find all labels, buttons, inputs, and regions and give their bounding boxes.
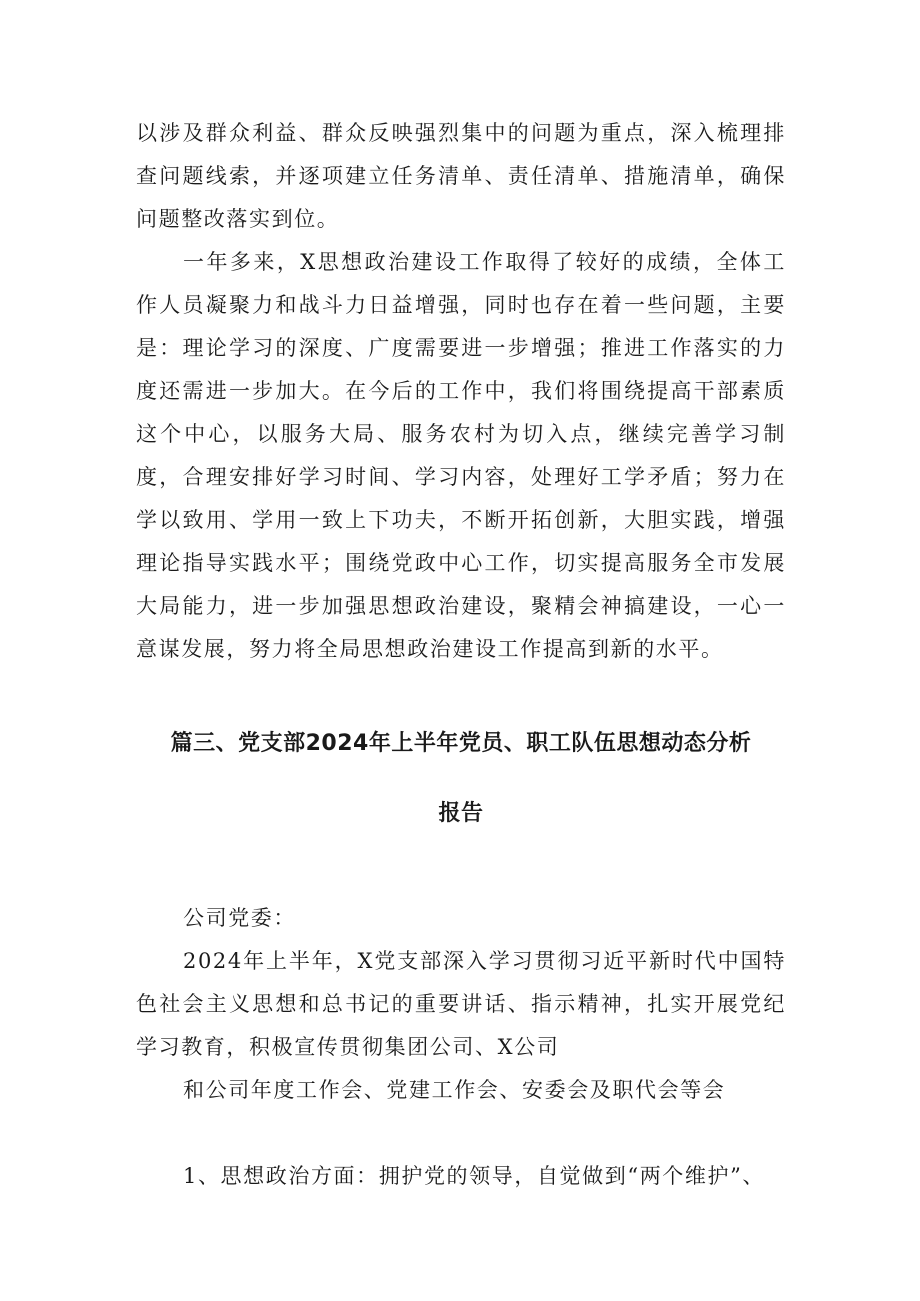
salutation: 公司党委： (183, 906, 296, 930)
paragraph-summary: 一年多来，X思想政治建设工作取得了较好的成绩，全体工作人员凝聚力和战斗力日益增强，同时也存在着一些问题，主要是：理论学习的深度、广度需要进一步增强；推进工作落实的力度还需进一步加大。在今后的工作中，我们将围绕提高干部素质这个中心，以服务大局、服务农村为切入点，继续完善学习制度，合理安排好学习时间、学习内容，处理好工学矛盾；努力在学以致用、学用一致上下功夫，不断开拓创新，大胆实践，增强理论指导实践水平；围绕党政中心工作，切实提高服务全市发展大局能力，进一步加强思想政治建设，聚精会神搞建设，一心一意谋发展，努力将全局思想政治建设工作提高到新的水平。 (136, 250, 786, 661)
document-body (136, 112, 786, 1198)
section-title (136, 709, 786, 849)
paragraph-report-intro: 2024年上半年，X党支部深入学习贯彻习近平新时代中国特色社会主义思想和总书记的重要讲话、指示精神，扎实开展党纪学习教育，积极宣传贯彻集团公司、X公司 (136, 949, 786, 1059)
paragraph-meetings: 和公司年度工作会、党建工作会、安委会及职代会等会 (183, 1078, 726, 1102)
list-item-ideology: 1、思想政治方面：拥护党的领导，自觉做到“两个维护”、 (183, 1164, 766, 1188)
section-title-line2: 报告 (438, 801, 484, 826)
spacer (136, 1112, 786, 1155)
spacer (136, 849, 786, 897)
section-title-line1: 篇三、党支部2024年上半年党员、职工队伍思想动态分析 (170, 731, 752, 756)
paragraph-rectification: 以涉及群众利益、群众反映强烈集中的问题为重点，深入梳理排查问题线索，并逐项建立任务清单、责任清单、措施清单，确保问题整改落实到位。 (136, 121, 786, 231)
spacer (136, 671, 786, 709)
